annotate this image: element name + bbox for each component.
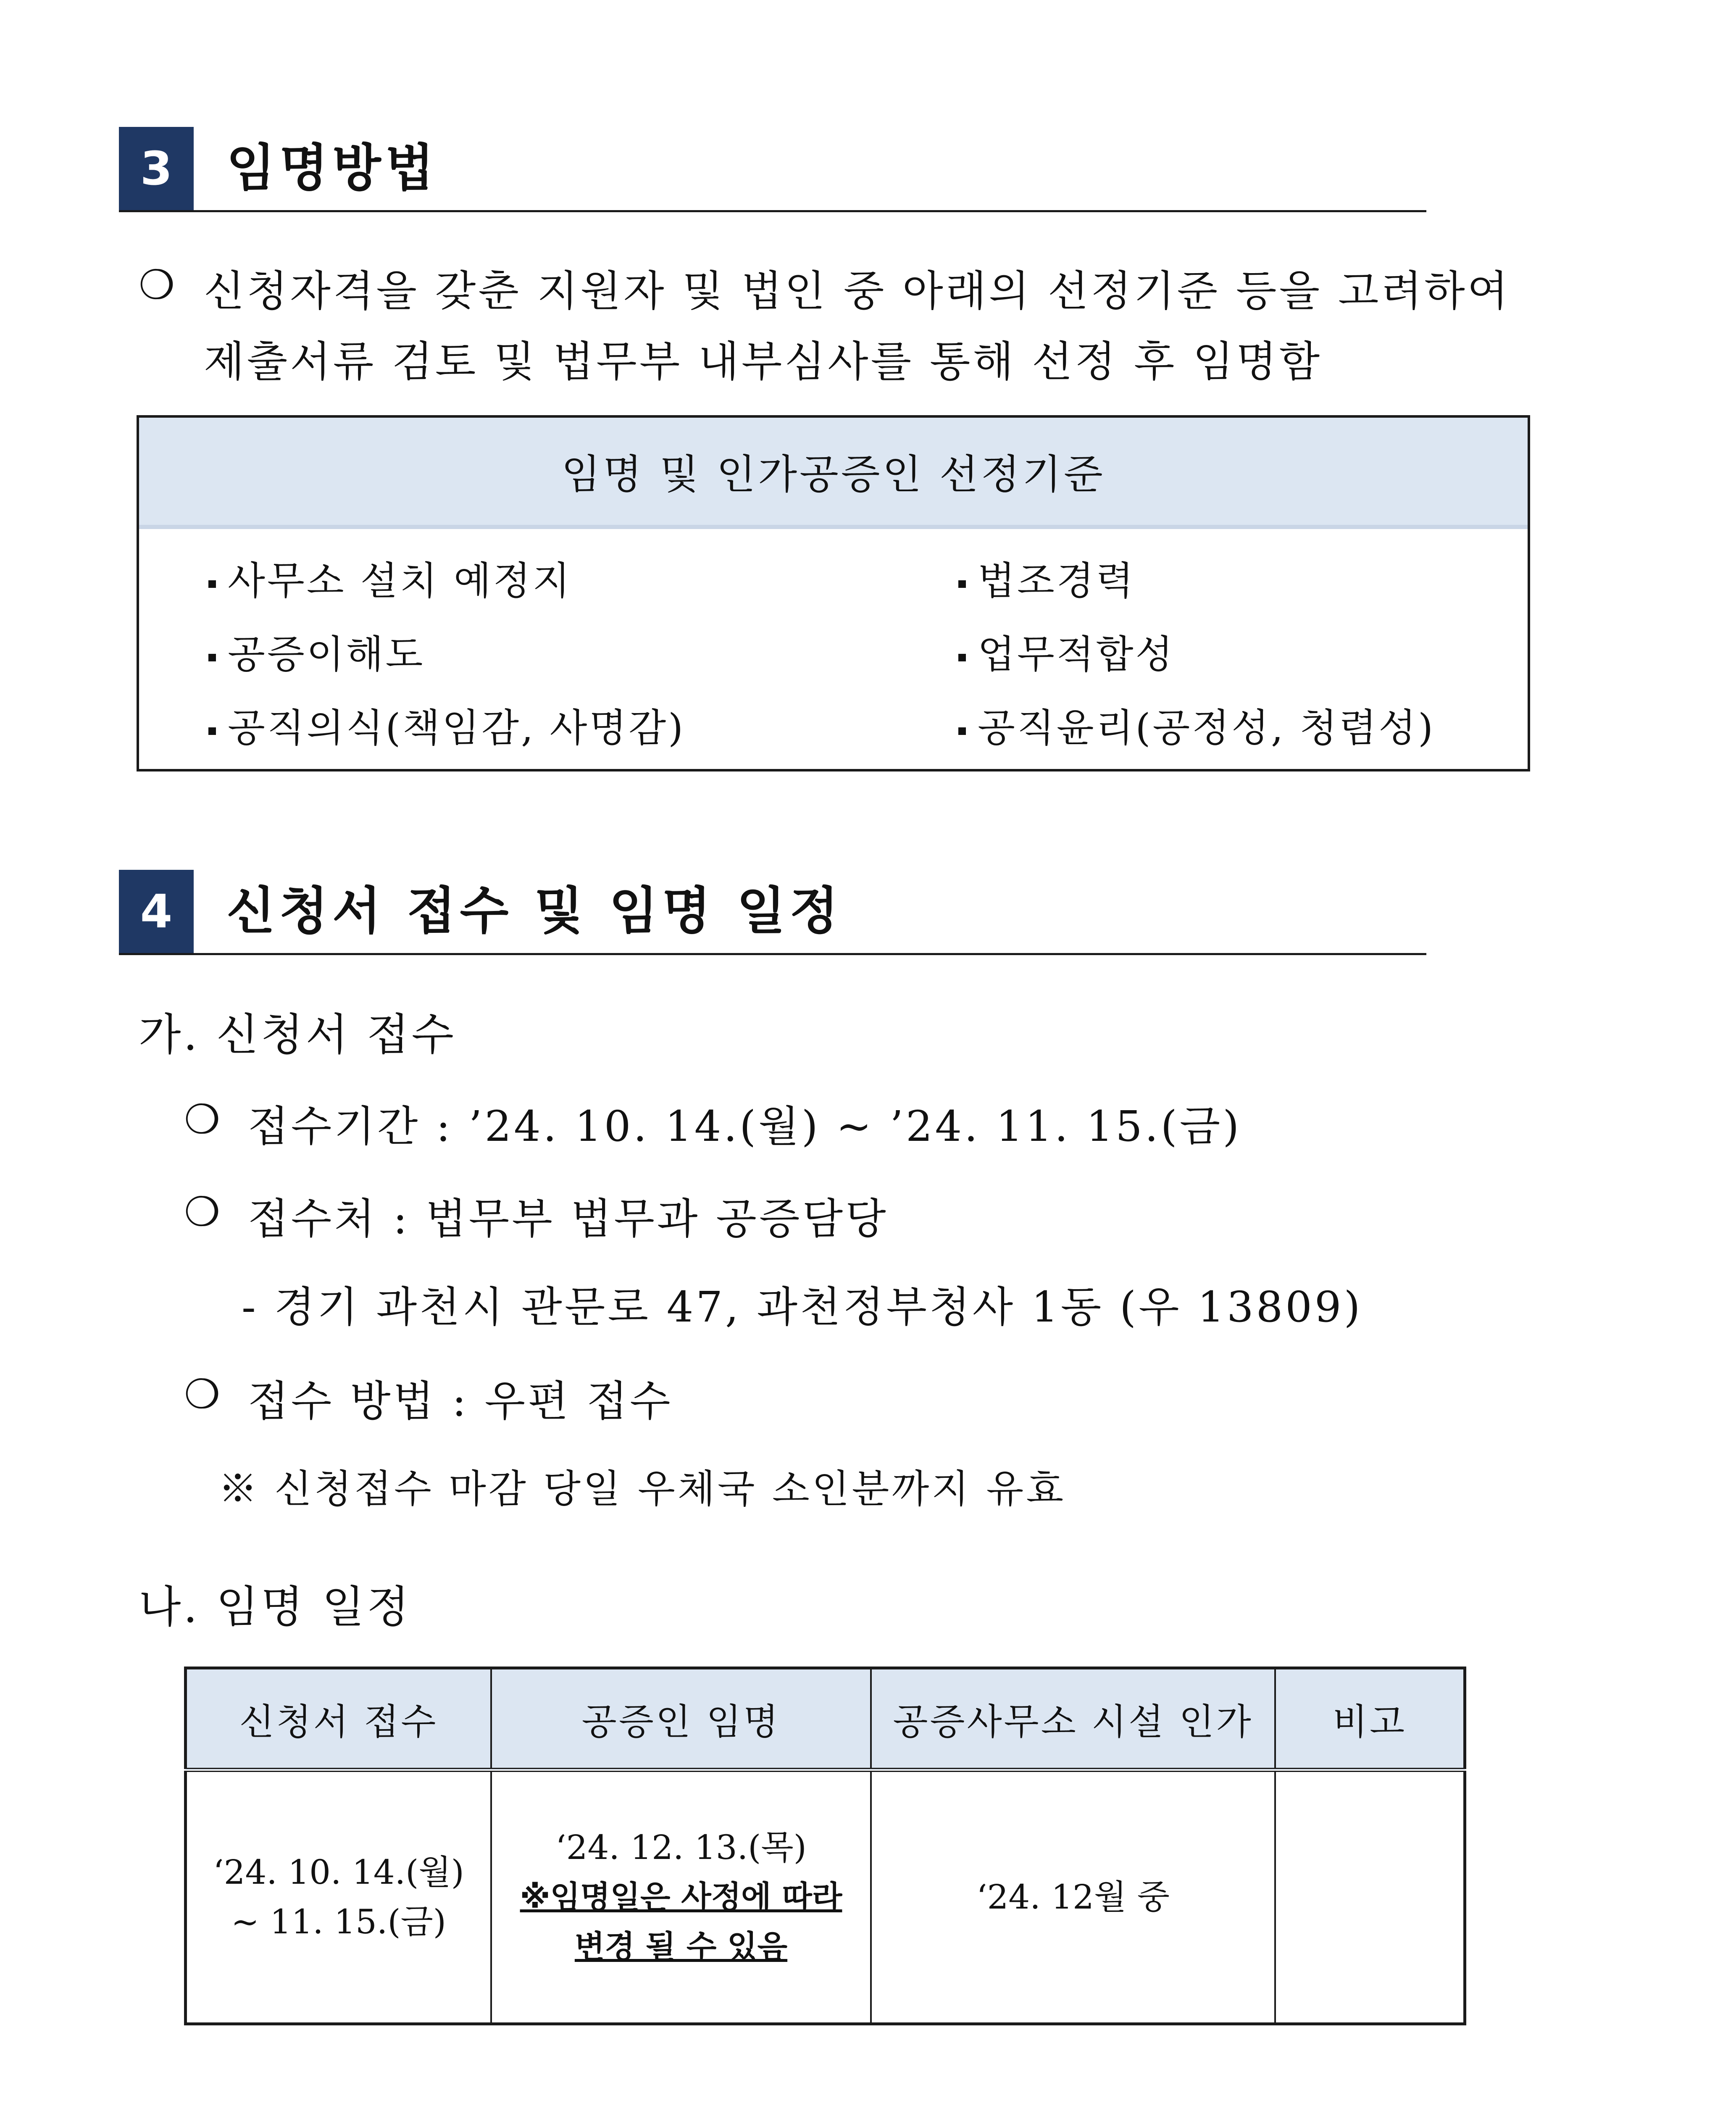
bullet-circle-icon: ❍ bbox=[184, 1188, 221, 1235]
schedule-table bbox=[184, 1667, 1466, 2025]
address: - 경기 과천시 관문로 47, 과천정부청사 1동 (우 13809) bbox=[242, 1282, 1363, 1332]
section-number: 4 bbox=[119, 870, 194, 953]
table-header-row bbox=[186, 1668, 1465, 1770]
section-title: 신청서 접수 및 임명 일정 bbox=[226, 882, 843, 940]
criteria-item: 공증이해도 bbox=[208, 624, 425, 679]
application-period: 접수기간 : ’24. 10. 14.(월) ~ ’24. 11. 15.(금) bbox=[248, 1102, 1242, 1151]
section-number: 3 bbox=[119, 127, 194, 210]
criteria-header: 임명 및 인가공증인 선정기준 bbox=[139, 418, 1528, 529]
appointment-note-line-1: ※임명일은 사정에 따라 bbox=[520, 1879, 842, 1915]
table-header: 공증사무소 시설 인가 bbox=[871, 1668, 1275, 1770]
square-bullet-icon bbox=[208, 727, 216, 735]
submission-period-end: ~ 11. 15.(금) bbox=[231, 1902, 447, 1941]
criteria-item: 업무적합성 bbox=[958, 624, 1175, 679]
section-3-header bbox=[119, 127, 1426, 212]
application-place: 접수처 : 법무부 법무과 공증담당 bbox=[248, 1194, 889, 1243]
postmark-note: ※ 신청접수 마감 당일 우체국 소인분까지 유효 bbox=[218, 1466, 1066, 1511]
square-bullet-icon bbox=[208, 580, 216, 588]
square-bullet-icon bbox=[958, 654, 966, 661]
table-cell bbox=[871, 1770, 1275, 2024]
table-row bbox=[186, 1770, 1465, 2024]
application-method: 접수 방법 : 우편 접수 bbox=[248, 1377, 673, 1426]
section-4-header bbox=[119, 870, 1426, 955]
square-bullet-icon bbox=[958, 727, 966, 735]
criteria-item: 법조경력 bbox=[958, 550, 1136, 606]
square-bullet-icon bbox=[958, 580, 966, 588]
criteria-box bbox=[137, 415, 1530, 771]
subsection-b-title: 나. 임명 일정 bbox=[139, 1581, 412, 1632]
bullet-circle-icon: ❍ bbox=[184, 1096, 221, 1143]
paragraph-line-1: 신청자격을 갖춘 지원자 및 법인 중 아래의 선정기준 등을 고려하여 bbox=[204, 266, 1511, 316]
criteria-item: 공직의식(책임감, 사명감) bbox=[208, 697, 685, 753]
criteria-item: 공직윤리(공정성, 청렴성) bbox=[958, 697, 1435, 753]
table-header: 공증인 임명 bbox=[491, 1668, 871, 1770]
section-title: 임명방법 bbox=[226, 139, 438, 197]
table-header: 신청서 접수 bbox=[186, 1668, 492, 1770]
table-cell bbox=[1275, 1770, 1465, 2024]
submission-period-start: ‘24. 10. 14.(월) bbox=[213, 1853, 464, 1892]
bullet-circle-icon: ❍ bbox=[139, 261, 175, 308]
square-bullet-icon bbox=[208, 654, 216, 661]
table-cell bbox=[491, 1770, 871, 2024]
table-cell bbox=[186, 1770, 492, 2024]
paragraph-line-2: 제출서류 검토 및 법무부 내부심사를 통해 선정 후 임명함 bbox=[204, 337, 1323, 386]
appointment-note-line-2: 변경 될 수 있음 bbox=[574, 1929, 788, 1965]
subsection-a-title: 가. 신청서 접수 bbox=[139, 1009, 456, 1060]
table-header: 비고 bbox=[1275, 1668, 1465, 1770]
facility-approval-date: ‘24. 12월 중 bbox=[976, 1877, 1170, 1917]
appointment-date: ‘24. 12. 13.(목) bbox=[555, 1828, 807, 1867]
criteria-item: 사무소 설치 예정지 bbox=[208, 550, 572, 606]
bullet-circle-icon: ❍ bbox=[184, 1371, 221, 1418]
